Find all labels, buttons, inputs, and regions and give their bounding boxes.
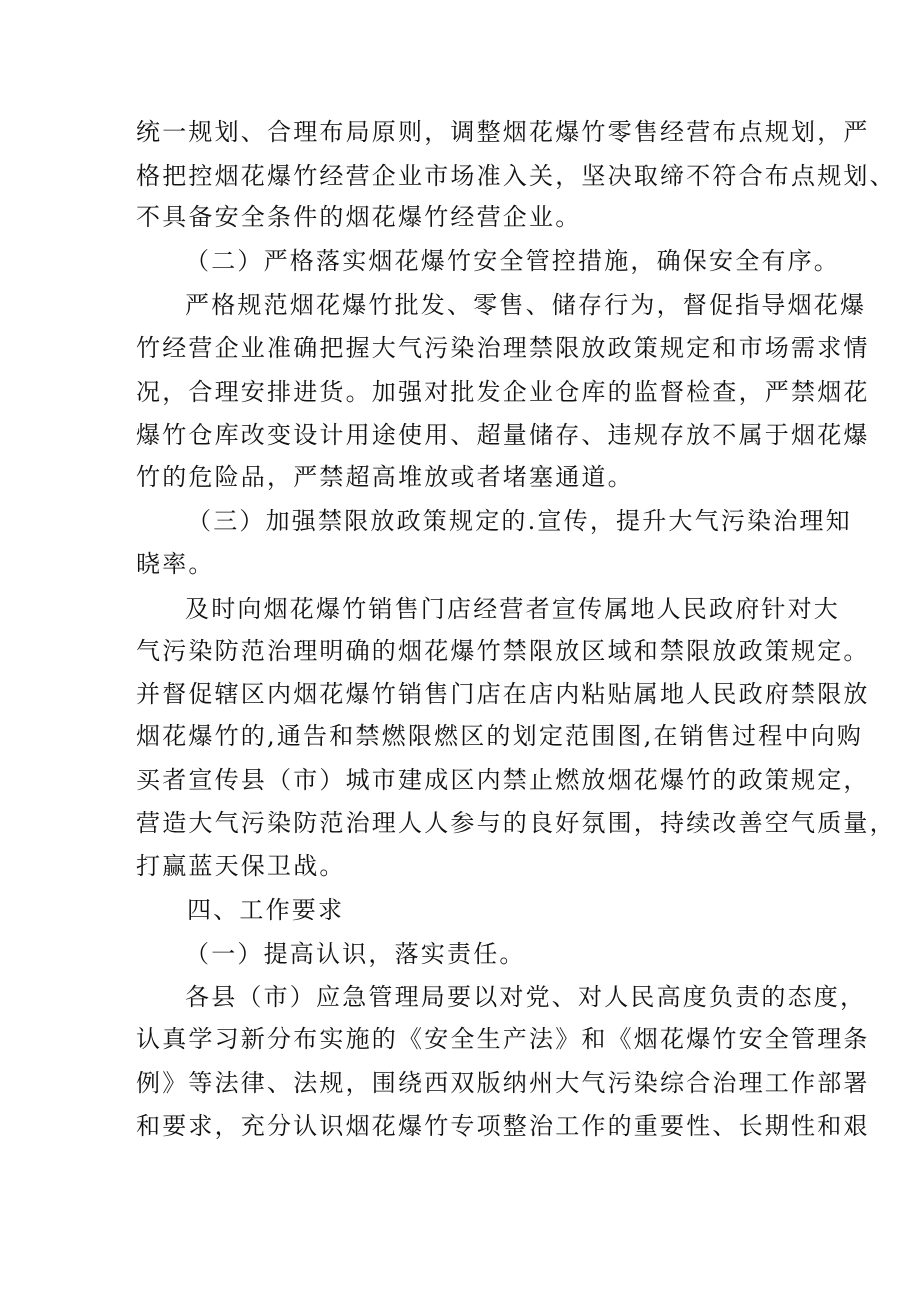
body-text-line: 爆竹仓库改变设计用途使用、超量储存、违规存放不属于烟花爆: [136, 421, 870, 449]
section-heading-2: （二）严格落实烟花爆竹安全管控措施，确保安全有序。: [185, 247, 840, 275]
body-text-line: 和要求，充分认识烟花爆竹专项整治工作的重要性、长期性和艰: [136, 1112, 870, 1140]
body-text-line: 严格规范烟花爆竹批发、零售、储存行为，督促指导烟花爆: [185, 291, 867, 319]
body-text-line: 营造大气污染防范治理人人参与的良好氛围，持续改善空气质量，: [136, 809, 896, 837]
section-heading-4: 四、工作要求: [187, 896, 345, 924]
body-text-line: 并督促辖区内烟花爆竹销售门店在店内粘贴属地人民政府禁限放: [136, 680, 870, 708]
body-text-line: 例》等法律、法规，围绕西双版纳州大气污染综合治理工作部署: [136, 1069, 870, 1097]
body-text-line: 烟花爆竹的,通告和禁燃限燃区的划定范围图,在销售过程中向购: [136, 722, 864, 750]
body-text-line: 竹经营企业准确把握大气污染治理禁限放政策规定和市场需求情: [136, 334, 870, 362]
body-text-line: 统一规划、合理布局原则，调整烟花爆竹零售经营布点规划，严: [136, 118, 870, 146]
body-text-line: 竹的危险品，严禁超高堆放或者堵塞通道。: [136, 463, 634, 491]
body-text-line: 晓率。: [136, 550, 215, 578]
section-heading-3: （三）加强禁限放政策规定的.宣传，提升大气污染治理知: [187, 507, 852, 535]
body-text-line: 买者宣传县（市）城市建成区内禁止燃放烟花爆竹的政策规定，: [136, 766, 870, 794]
body-text-line: 认真学习新分布实施的《安全生产法》和《烟花爆竹安全管理条: [136, 1025, 870, 1053]
body-text-line: 及时向烟花爆竹销售门店经营者宣传属地人民政府针对大: [185, 595, 840, 623]
body-text-line: 格把控烟花爆竹经营企业市场准入关，坚决取缔不符合布点规划、: [136, 162, 896, 190]
subsection-heading-1: （一）提高认识，落实责任。: [185, 940, 526, 968]
body-text-line: 打赢蓝天保卫战。: [136, 852, 346, 880]
body-text-line: 气污染防范治理明确的烟花爆竹禁限放区域和禁限放政策规定。: [136, 637, 870, 665]
body-text-line: 各县（市）应急管理局要以对党、对人民高度负责的态度，: [185, 983, 867, 1011]
body-text-line: 况，合理安排进货。加强对批发企业仓库的监督检查，严禁烟花: [136, 378, 870, 406]
body-text-line: 不具备安全条件的烟花爆竹经营企业。: [136, 203, 582, 231]
